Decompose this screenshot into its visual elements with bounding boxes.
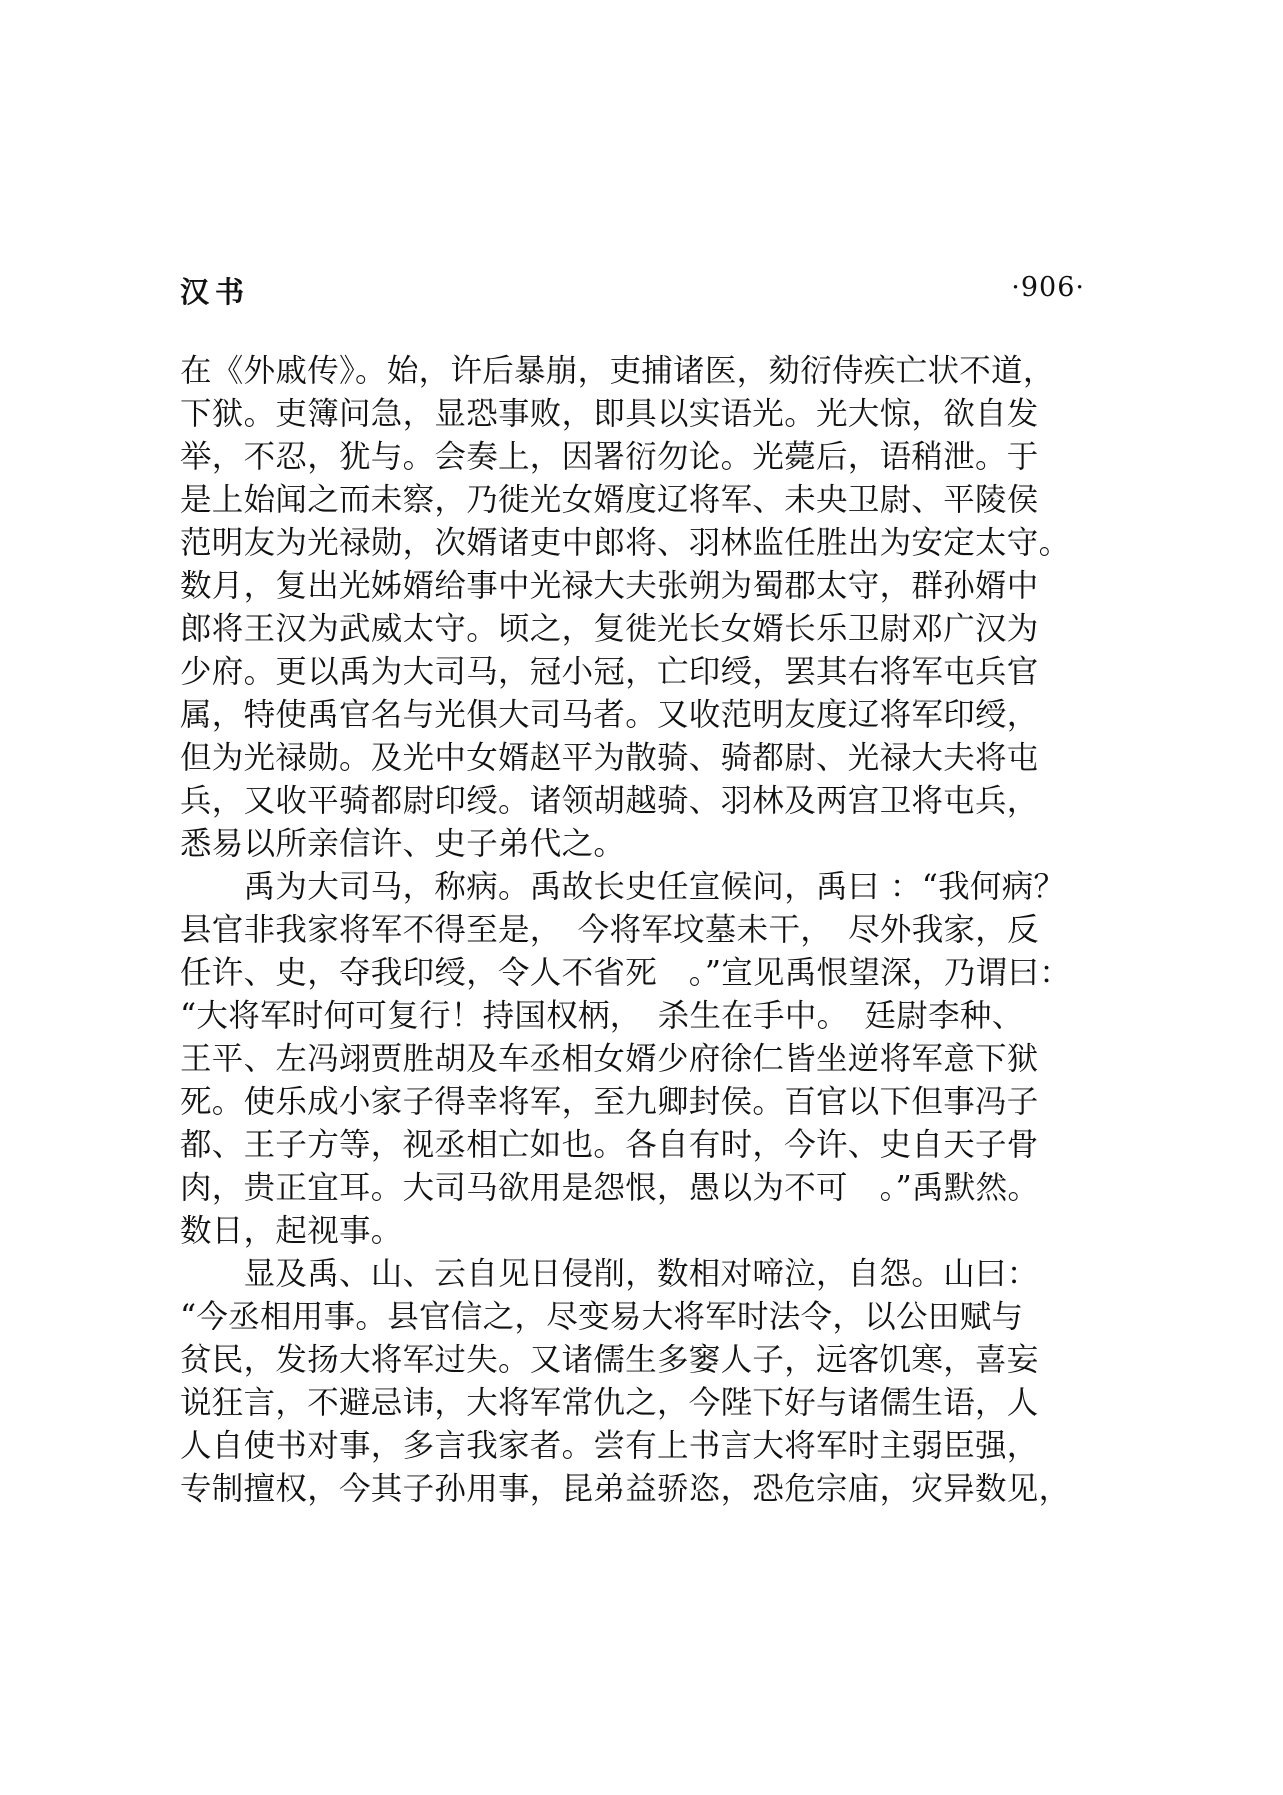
text-line: 在《外戚传》。始，许后暴崩，吏捕诸医，劾衍侍疾亡状不道，: [180, 353, 1055, 389]
text-line: 说狂言，不避忌讳，大将军常仇之，今陛下好与诸儒生语，人: [180, 1385, 1039, 1421]
text-line: 少府。更以禹为大司马，冠小冠，亡印绶，罢其右将军屯兵官: [180, 654, 1039, 690]
book-title: 汉书: [180, 275, 251, 309]
text-line: 贫民，发扬大将军过失。又诸儒生多窭人子，远客饥寒，喜妄: [180, 1342, 1039, 1378]
text-line: 王平、左冯翊贾胜胡及车丞相女婿少府徐仁皆坐逆将军意下狱: [180, 1041, 1039, 1077]
text-line: 兵，又收平骑都尉印绶。诸领胡越骑、羽林及两宫卫将屯兵，: [180, 783, 1039, 819]
text-line: 显及禹、山、云自见日侵削，数相对啼泣，自怨。山曰：: [180, 1256, 1039, 1292]
text-line: 郎将王汉为武威太守。顷之，复徙光长女婿长乐卫尉邓广汉为: [180, 611, 1039, 647]
text-line: 人自使书对事，多言我家者。尝有上书言大将军时主弱臣强，: [180, 1428, 1039, 1464]
text-line: 任许、史，夺我印绶，令人不省死 。”宣见禹恨望深，乃谓曰：: [180, 955, 1072, 991]
page-header: [180, 270, 1085, 320]
text-line: 数日，起视事。: [180, 1213, 403, 1249]
text-line: 都、王子方等，视丞相亡如也。各自有时，今许、史自天子骨: [180, 1127, 1039, 1163]
text-line: 县官非我家将军不得至是， 今将军坟墓未干， 尽外我家，反: [180, 912, 1039, 948]
text-line: 是上始闻之而未察，乃徙光女婿度辽将军、未央卫尉、平陵侯: [180, 482, 1039, 518]
text-line: 范明友为光禄勋，次婿诸吏中郎将、羽林监任胜出为安定太守。: [180, 525, 1071, 561]
text-line: 但为光禄勋。及光中女婿赵平为散骑、骑都尉、光禄大夫将屯: [180, 740, 1039, 776]
text-line: 数月，复出光姊婿给事中光禄大夫张朔为蜀郡太守，群孙婿中: [180, 568, 1039, 604]
text-line: 肉，贵正宜耳。大司马欲用是怨恨，愚以为不可 。”禹默然。: [180, 1170, 1040, 1206]
text-line: 举，不忍，犹与。会奏上，因署衍勿论。光薨后，语稍泄。于: [180, 439, 1039, 475]
text-line: “大将军时何可复行！持国权柄， 杀生在手中。 廷尉李种、: [180, 998, 1024, 1034]
text-line: “今丞相用事。县官信之，尽变易大将军时法令，以公田赋与: [180, 1299, 1024, 1335]
text-line: 下狱。吏簿问急，显恐事败，即具以实语光。光大惊，欲自发: [180, 396, 1039, 432]
page-number: ·906·: [1011, 272, 1085, 303]
text-line: 专制擅权，今其子孙用事，昆弟益骄恣，恐危宗庙，灾异数见，: [180, 1471, 1071, 1507]
text-line: 属，特使禹官名与光俱大司马者。又收范明友度辽将军印绶，: [180, 697, 1039, 733]
text-line: 悉易以所亲信许、史子弟代之。: [180, 826, 626, 862]
text-line: 死。使乐成小家子得幸将军，至九卿封侯。百官以下但事冯子: [180, 1084, 1039, 1120]
text-line: 禹为大司马，称病。禹故长史任宣候问，禹曰 ：“我何病？: [180, 869, 1066, 905]
body-text: [180, 350, 1085, 1511]
